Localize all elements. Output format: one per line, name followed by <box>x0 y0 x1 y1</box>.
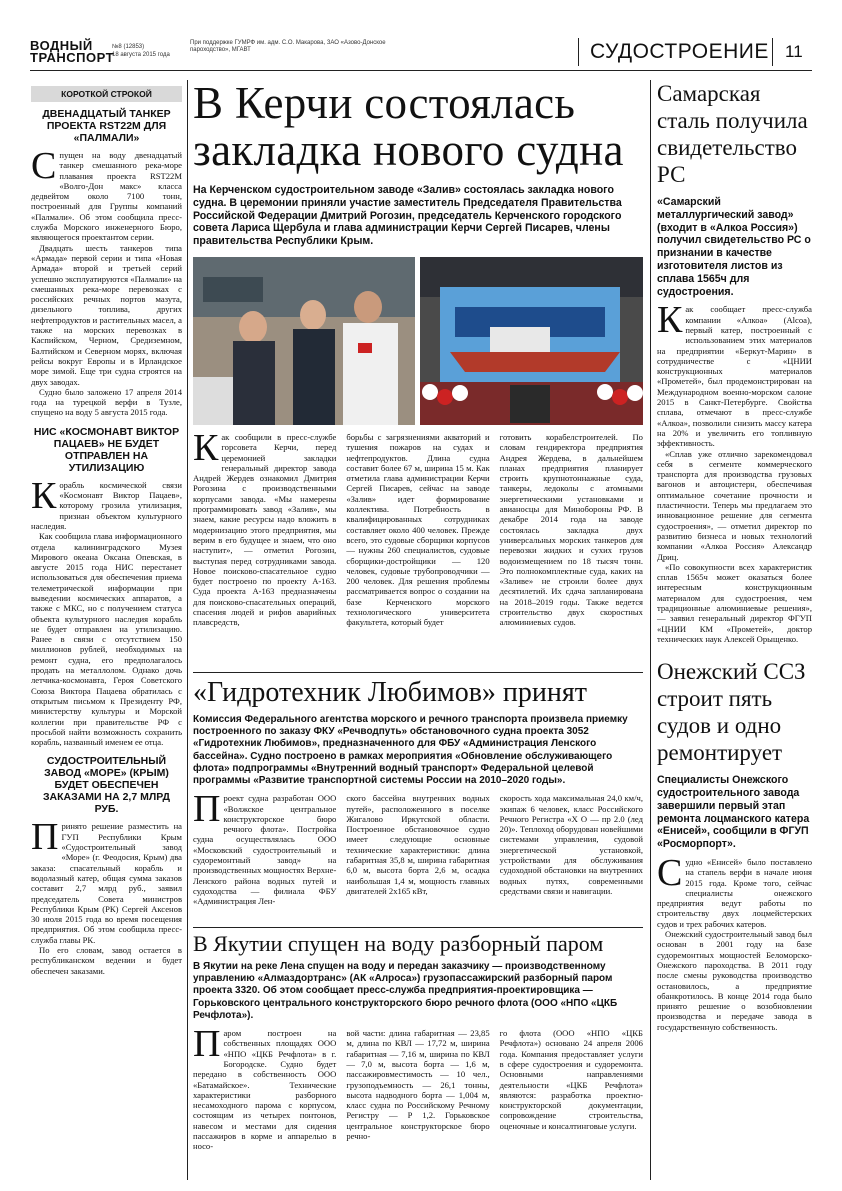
story1-p1: пущен на воду двенадцатый танкер смешанного река-море плавания проекта RST22M «Волго-Дон макс» класса дедвейтом около 7100 тонн, построенный для Группы компаний «Палмали». Об этом сообщила пресс-служба Морского инженерного Бюро, являющегося проектантом серии. <box>31 150 182 243</box>
kicker-label: КОРОТКОЙ СТРОКОЙ <box>31 86 182 102</box>
logo-line1: ВОДНЫЙ <box>30 38 93 53</box>
page-header <box>0 0 842 78</box>
story3-p1: ринято решение разместить на ГУП Республики Крым «Судостроительный завод «Море» (г. Феодосия, Крым) два заказа: спасательный корабль и водолазный катер, общая сумма заказов составит 2,7 млрд руб., заявил председатель Совета министров Республики Крым (РК) Сергей Аксенов 30 июля 2015 года во время посещения предприятия. Об этом сообщила пресс-служба главы РК. <box>31 821 182 945</box>
onega-title: Онежский ССЗ строит пять судов и одно ремонтирует <box>657 659 806 766</box>
right-column <box>657 80 812 1032</box>
hydrotech-article <box>193 676 643 906</box>
story3-title: СУДОСТРОИТЕЛЬНЫЙ ЗАВОД «МОРЕ» (КРЫМ) БУДЕТ ОБЕСПЕЧЕН ЗАКАЗАМИ НА 2,7 МЛРД РУБ. <box>42 755 171 816</box>
hydrotech-col1 <box>193 788 337 907</box>
story2-title: НИС «КОСМОНАВТ ВИКТОР ПАЦАЕВ» НЕ БУДЕТ ОТПРАВЛЕН НА УТИЛИЗАЦИЮ <box>33 425 180 474</box>
issue-number: №8 (12853) <box>112 44 145 50</box>
hydrotech-col3: скорость хода максимальная 24,0 км/ч, экипаж 6 человек, класс Российского Речного Регистра «Х О — пр 2.0 (лед 20)». Теплоход оборудован новейшими системами управления, судовой энергетической установкой, устройствами для обслуживания судоходной обстановки на внутренних водных путях, современными средствами связи и навигации. <box>499 793 643 896</box>
kerch-col1 <box>193 427 337 628</box>
samara-body <box>657 299 812 644</box>
newspaper-logo <box>30 40 114 64</box>
kerch-article <box>193 80 643 248</box>
kerch-dropcap: К <box>193 427 219 469</box>
hydrotech-col1-text: роект судна разработан ООО «Волжское центральное конструкторское бюро речного флота». Постройка судна осуществлялась ООО «Московский судостроительный и судоремонтный завод» на производственных мощностях Верхне-Ленского района водных путей и судоходства — филиала ФБУ «Администрация Лен- <box>193 793 337 907</box>
kerch-title-line2: закладка нового судна <box>193 125 624 175</box>
issue-info <box>112 43 170 59</box>
kerch-body <box>193 427 643 628</box>
column-rule-left <box>187 80 188 1180</box>
hydrotech-body <box>193 788 643 907</box>
onega-dropcap: С <box>657 851 683 894</box>
onega-lead: Специалисты Онежского судостроительного завода завершили первый этап ремонта лоцманского катера «Енисей», сообщили в ФГУП «Росморпорт». <box>657 774 810 851</box>
kerch-col3: готовить корабелстроителей. По словам гендиректора предприятия Андрея Жердева, в дальнейшем планах предприятия планирует строить крупнотоннажные суда, танкеры, ледоколы с атомными энергетическими установками и авианосцы для Минобороны РФ. В декабре 2014 года на заводе состоялась закладка двух универсальных морских танкеров для перевозки жидких и сухих грузов водоизмещением по 18 тысяч тонн. Это полнокомплектные суда, каких на «Заливе» не строили более двух десятилетий. Их сдача запланирована на 2018–2019 годы. Также ведется строительство двух скоростных алюминиевых судов. <box>499 432 643 628</box>
logo-line2: ТРАНСПОРТ <box>30 50 115 65</box>
samara-p1: ак сообщает пресс-служба компании «Алкоа» (Alcoa), первый катер, построенный с использованием этих материалов на предприятии «Беркут-Марин» в сотрудничестве с «ЦНИИ конструкционных материалов «Прометей», был продемонстрирован на Международном военно-морском салоне 2015 в Санкт-Петербурге. Свойства сплава, отмечают в пресс-службе «Алкоа», позволили снизить массу катера на 20% и увеличить его топливную эффективность. <box>657 304 812 449</box>
hydrotech-lead: Комиссия Федерального агентства морского и речного транспорта произвела приемку построенного по заказу ФКУ «Речводпуть» обстановочного судна проекта 3052 «Гидротехник Любимов», предназначенного для ФБУ «Администрация Ленского бассейна». Судно построено в рамках мероприятия «Обновление обслуживающего флота» подпрограммы «Внутренний водный транспорт» Федеральной целевой программы «Развитие транспортной системы России на 2010–2020 годы». <box>193 714 628 787</box>
page-number: 11 <box>785 42 803 61</box>
yakutia-col1-text: аром построен на собственных площадях ООО «НПО «ЦКБ Речфлота» в г. Богородске. Судно будет передано в собственность ООО «Батамайское». Технические характеристики разборного несамоходного парома с корпусом, состоящим из четырех понтонов, навесом и местами для сидения пассажиров в корме и аппарелью в носо- <box>193 1028 337 1152</box>
samara-dropcap: К <box>657 299 683 342</box>
header-divider-2 <box>772 38 773 66</box>
samara-p3: «По совокупности всех характеристик сплав 1565ч может оказаться более интересным конструкционным материалом для судостроения, чем традиционные алюминиевые решения», — заявил генеральный директор ФГУП «ЦНИИ КМ «Прометей», доктор технических наук Алексей Орыщенко. <box>657 561 812 644</box>
story3-body <box>31 816 182 976</box>
yakutia-col1 <box>193 1023 337 1152</box>
hydrotech-dropcap: П <box>193 788 221 831</box>
story1-title: ДВЕНАДЦАТЫЙ ТАНКЕР ПРОЕКТА RST22M ДЛЯ «ПАЛМАЛИ» <box>42 108 171 144</box>
story2-dropcap: К <box>31 474 57 517</box>
yakutia-title: В Якутии спущен на воду разборный паром <box>193 931 604 956</box>
issue-date: 18 августа 2015 года <box>112 52 170 58</box>
hydrotech-title: «Гидротехник Любимов» принят <box>193 677 587 708</box>
kerch-title-line1: В Керчи состоялась <box>193 78 576 128</box>
story3-p2: По его словам, завод остается в республиканском ведении и будет обеспечен заказами. <box>31 945 182 976</box>
photo-ceremony-icon <box>193 257 415 425</box>
kerch-lead: На Керченском судостроительном заводе «Залив» состоялась закладка нового судна. В церемонии приняли участие заместитель Председателя Правительства Российской Федерации Дмитрий Рогозин, председатель Керченского городского совета Лариса Щербула и глава администрации Керчи Сергей Писарев, члены правительства Республики Крым. <box>193 184 622 248</box>
story2-body <box>31 474 182 748</box>
onega-p1: удно «Енисей» было поставлено на стапель верфи в начале июня 2015 года. Кроме того, сейчас специалисты онежского предприятия ведут работы по строительству двух лоцмейстерских судов и трех рабочих катеров. <box>657 856 812 929</box>
story1-p2: Двадцать шесть танкеров типа «Армада» первой серии и типа «Новая Армада» второй и третьей серий успешно эксплуатируются «Палмали» на смешанных река-море перевозках с российских речных портов мазута, дизельного топлива, других нефтепродуктов и растительных масел, а также на морских перевозках в Каспийском, Черном, Средиземном, Балтийском и Северном морях, включая рейсы вокруг Европы и в Ирландское море зимой. Еще три судна строятся на двух заводах. <box>31 242 182 387</box>
kerch-title <box>193 80 643 174</box>
yakutia-col2: вой части: длина габаритная — 23,85 м, длина по КВЛ — 17,72 м, ширина габаритная — 7,16 м, ширина по КВЛ — 7,0 м, высота борта — 1,6 м, пассажировместимость — 10 чел., грузоподъемность — 26,1 тонны, высота надводного борта — 1,004 м, класс судна по Российскому Речному Регистру — Р 1,2. Горьковское центральное конструкторское бюро речно- <box>346 1028 490 1141</box>
kerch-col2: борьбы с загрязнениями акваторий и тушения пожаров на судах и нефтепродуктов. Длина судна составит более 67 м, ширина 15 м. Как отметила глава администрации Керчи Сергей Писарев, сейчас на заводе «Залив» идет формирование коллектива. Потребность в квалифицированных сотрудниках составляет около 400 человек. Прежде всего, это судовые сборщики корпусов — нужны 260 специалистов, судовые сборщики-достройщики — 120 человек, судовые трубопроводчики — 200 человек. Для решения проблемы рассматривается вопрос о создании на базе Керченского морского технологического университета факультета, который будет <box>346 432 490 628</box>
story3-dropcap: П <box>31 816 59 859</box>
short-news-column <box>31 86 182 976</box>
rule-hydrotech <box>193 672 643 673</box>
story2-p2: Как сообщила глава информационного отдела калининградского Музея Мирового океана Оксана Опевская, в августе 2015 года НИС перестанет использоваться для обеспечения приема телеметрической информации при выведении космических аппаратов, а также с МКС, но с получением статуса объекта культурного наследия корабль не будет отправлен на утилизацию. Ранее в связи с отсутствием 150 миллионов рублей, необходимых на ремонт судна, его предполагалось продать на металлолом. Однако дочь летчика-космонавта, Героя Советского Союза Виктора Пацаева обратилась с открытым письмом к Президенту РФ, министерству культуры и Морской коллегии при правительстве РФ с просьбой найти возможность сохранить корабль, названный именем ее отца. <box>31 531 182 748</box>
story1-body <box>31 145 182 418</box>
samara-title: Самарская сталь получила свидетельство РС <box>657 81 808 187</box>
onega-body <box>657 851 812 1032</box>
header-rule <box>30 70 812 71</box>
section-title: СУДОСТРОЕНИЕ <box>590 40 769 63</box>
hydrotech-col2: ского бассейна внутренних водных путей», расположенного в поселке Жигалово Иркутской области. Построенное обстановочное судно имеет следующие основные технические характеристики: длина габаритная 35,8 м, ширина габаритная 6,0 м, высота борта 2,6 м, осадка наибольшая 1,4 м, мощность главных двигателей 2х165 кВт, <box>346 793 490 896</box>
story1-dropcap: С <box>31 145 57 187</box>
yakutia-col3: го флота (ООО «НПО «ЦКБ Речфлота») основано 24 апреля 2006 года. Компания предоставляет услуги в сфере судостроения и судоремонта. Основными направлениями деятельности «ЦКБ Речфлота» являются: разработка проектно-конструкторской документации, сопровождение строительства, оценочные и консалтинговые услуги. <box>499 1028 643 1131</box>
yakutia-article <box>193 931 643 1152</box>
rule-yakutia <box>193 927 643 928</box>
yakutia-lead: В Якутии на реке Лена спущен на воду и передан заказчику — производственному управлению «Алмаздортранс» (АК «Алроса») грузопассажирский разборный паром проекта 3320. Об этом сообщает пресс-служба предприятия-проектировщика — Горьковского центрального конструкторского бюро речного флота (ООО «НПО «ЦКБ Речфлота»). <box>193 961 618 1021</box>
support-info: При поддержке ГУМРФ им. адм. С.О. Макарова, ЗАО «Азово-Донское пароходство», МГАВТ <box>190 40 386 53</box>
column-rule-right <box>650 80 651 1180</box>
story1-p3: Судно было заложено 17 апреля 2014 года на турецкой верфи в Тузле, спущено на воду 5 августа 2015 года. <box>31 386 182 418</box>
onega-p2: Онежский судостроительный завод был основан в 2001 году на базе судоремонтных мощностей Беломорско-Онежского пароходства. В 2011 году после смены руководства производство остановилось, а предприятие обанкротилось. В конце 2014 года было принято решение о возобновлении производства и передаче завода в государственную собственность. <box>657 929 812 1032</box>
photo-ship-model-icon <box>420 257 643 425</box>
samara-lead: «Самарский металлургический завод» (входит в «Алкоа Россия») получил свидетельство РС о признании в качестве изготовителя листов из сплава 1565ч для судостроения. <box>657 196 811 298</box>
header-divider <box>578 38 579 66</box>
kerch-col1-text: ак сообщили в пресс-службе горсовета Керчи, перед церемонией закладки генеральный директор завода Андрей Жердев ознакомил Дмитрия Рогозина с производственными корпусами завода. «Мы намерены программировать завод «Залив», мы знаем, какие ресурсы надо вложить в модернизацию этого предприятия, мы верим в его будущее и знаем, что оно наступит», — отметил Рогозин, выступая перед сотрудниками завода. Новое поисково-спасательное судно будет построено по проекту А-163. Суда проекта А-163 предназначены для поисково-спасательных операций, спасения людей и рифов аварийных плавсредств, <box>193 432 337 628</box>
yakutia-dropcap: П <box>193 1023 221 1066</box>
yakutia-body <box>193 1023 643 1152</box>
story2-p1: орабль космической связи «Космонавт Виктор Пацаев», которому грозила утилизация, признан объектом культурного наследия. <box>31 479 182 531</box>
samara-p2: «Сплав уже отлично зарекомендовал себя в сегменте коммерческого транспорта для производства грузовых вагонов и автоцистерн, обеспечивая оптимальное сочетание прочности и пластичности. Теперь мы предлагаем это инновационное решение для сегмента судостроения», — отметил директор по развитию бизнеса и новых технологий компании «Алкоа Россия» Александр Дриц. <box>657 448 812 562</box>
